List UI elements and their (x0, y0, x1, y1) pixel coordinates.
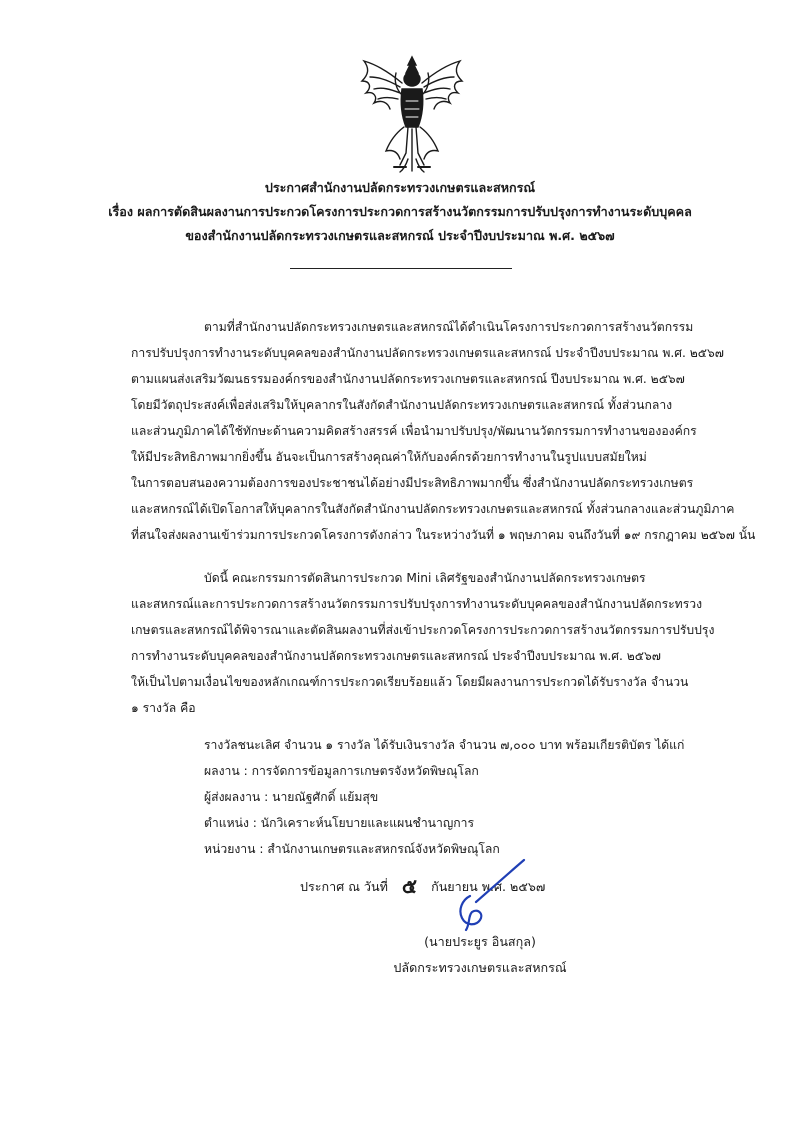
announcement-subject-continued: ของสำนักงานปลัดกระทรวงเกษตรและสหกรณ์ ประจำปีงบประมาณ พ.ศ. ๒๕๖๗ (185, 228, 615, 243)
award-agency: หน่วยงาน : สำนักงานเกษตรและสหกรณ์จังหวัดพิษณุโลก (204, 842, 500, 856)
paragraph-1-line: ในการตอบสนองความต้องการของประชาชนได้อย่างมีประสิทธิภาพมากขึ้น ซึ่งสำนักงานปลัดกระทรวงเกษตร (131, 476, 694, 490)
paragraph-2-line: ให้เป็นไปตามเงื่อนไขของหลักเกณฑ์การประกวดเรียบร้อยแล้ว โดยมีผลงานการประกวดได้รับรางวัล จำนวน (131, 675, 689, 689)
announcement-title: ประกาศสำนักงานปลัดกระทรวงเกษตรและสหกรณ์ (264, 180, 536, 195)
date-day: ๕ (401, 874, 418, 898)
paragraph-1-line: ตามแผนส่งเสริมวัฒนธรรมองค์กรของสำนักงานปลัดกระทรวงเกษตรและสหกรณ์ ปีงบประมาณ พ.ศ. ๒๕๖๗ (131, 372, 685, 386)
paragraph-2-line: และสหกรณ์และการประกวดการสร้างนวัตกรรมการปรับปรุงการทำงานระดับบุคคลของสำนักงานปลัดกระทรวง (131, 597, 703, 611)
paragraph-2-line: เกษตรและสหกรณ์ได้พิจารณาและตัดสินผลงานที่ส่งเข้าประกวดโครงการประกวดการสร้างนวัตกรรมการปรับปรุง (131, 623, 715, 637)
announcement-subject: เรื่อง ผลการตัดสินผลงานการประกวดโครงการประกวดการสร้างนวัตกรรมการปรับปรุงการทำงานระดับบุคคล (108, 204, 692, 219)
award-summary: รางวัลชนะเลิศ จำนวน ๑ รางวัล ได้รับเงินรางวัล จำนวน ๗,๐๐๐ บาท พร้อมเกียรติบัตร ได้แก่ (204, 738, 685, 752)
garuda-emblem-icon (356, 55, 468, 173)
award-submitter: ผู้ส่งผลงาน : นายณัฐศักดิ์ แย้มสุข (204, 790, 379, 804)
paragraph-1-line: ตามที่สำนักงานปลัดกระทรวงเกษตรและสหกรณ์ได้ดำเนินโครงการประกวดการสร้างนวัตกรรม (204, 320, 694, 334)
signatory-name: (นายประยูร อินสกุล) (424, 934, 536, 949)
date-prefix: ประกาศ ณ วันที่ (300, 879, 388, 894)
paragraph-1-line: ที่สนใจส่งผลงานเข้าร่วมการประกวดโครงการดังกล่าว ในระหว่างวันที่ ๑ พฤษภาคม จนถึงวันที่ ๑๙ กรกฎาคม ๒๕๖๗ นั้น (131, 528, 756, 542)
paragraph-1-line: การปรับปรุงการทำงานระดับบุคคลของสำนักงานปลัดกระทรวงเกษตรและสหกรณ์ ประจำปีงบประมาณ พ.ศ. ๒๕๖๗ (131, 346, 724, 360)
paragraph-1-line: และส่วนภูมิภาคได้ใช้ทักษะด้านความคิดสร้างสรรค์ เพื่อนำมาปรับปรุง/พัฒนานวัตกรรมการทำงานขององค์กร (131, 424, 697, 438)
award-position: ตำแหน่ง : นักวิเคราะห์นโยบายและแผนชำนาญการ (204, 816, 475, 830)
date-suffix: กันยายน พ.ศ. ๒๕๖๗ (431, 879, 546, 894)
signatory-position: ปลัดกระทรวงเกษตรและสหกรณ์ (393, 960, 567, 975)
handwritten-signature-icon (440, 856, 530, 936)
paragraph-1-line: โดยมีวัตถุประสงค์เพื่อส่งเสริมให้บุคลากรในสังกัดสำนักงานปลัดกระทรวงเกษตรและสหกรณ์ ทั้งส่วนกลาง (131, 398, 673, 412)
paragraph-2-line: ๑ รางวัล คือ (131, 701, 196, 715)
paragraph-2-line: การทำงานระดับบุคคลของสำนักงานปลัดกระทรวงเกษตรและสหกรณ์ ประจำปีงบประมาณ พ.ศ. ๒๕๖๗ (131, 649, 661, 663)
paragraph-2-line: บัดนี้ คณะกรรมการตัดสินการประกวด Mini เลิศรัฐของสำนักงานปลัดกระทรวงเกษตร (204, 571, 646, 585)
paragraph-1-line: ให้มีประสิทธิภาพมากยิ่งขึ้น อันจะเป็นการสร้างคุณค่าให้กับองค์กรด้วยการทำงานในรูปแบบสมัยใหม่ (131, 450, 647, 464)
header-divider (290, 268, 512, 269)
paragraph-1-line: และสหกรณ์ได้เปิดโอกาสให้บุคลากรในสังกัดสำนักงานปลัดกระทรวงเกษตรและสหกรณ์ ทั้งส่วนกลางและส่วนภูมิภาค (131, 502, 735, 516)
award-work-title: ผลงาน : การจัดการข้อมูลการเกษตรจังหวัดพิษณุโลก (204, 764, 479, 778)
